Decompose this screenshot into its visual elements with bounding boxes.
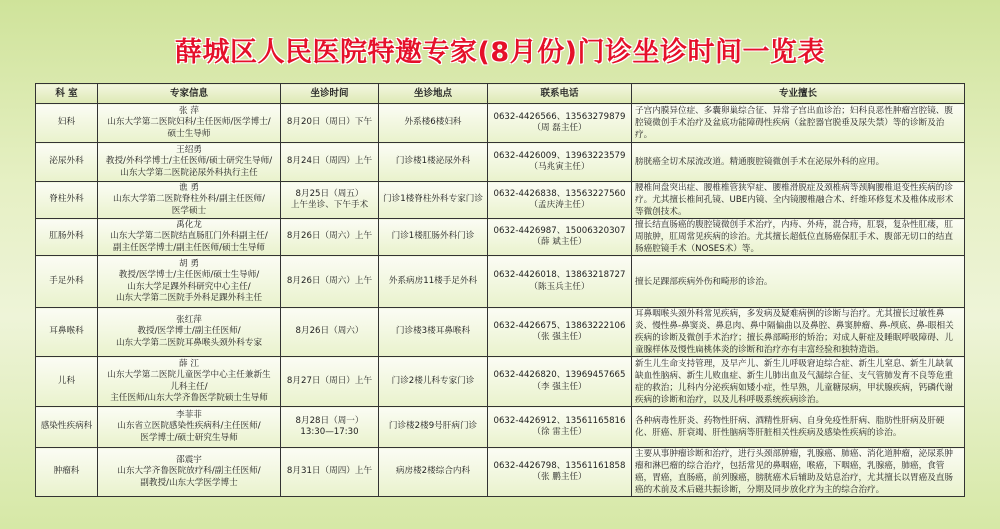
table-row bbox=[36, 104, 965, 143]
expert-title-line: 山东大学第二医院耳鼻喉头颈外科专家 bbox=[115, 337, 263, 348]
header-specialty: 专业擅长 bbox=[632, 84, 965, 104]
place-cell: 外系楼6楼妇科 bbox=[379, 104, 488, 143]
time-line: 8月28日（周一） bbox=[295, 415, 364, 426]
expert-title-line: 山东大学第二医院手外科足踝外科主任 bbox=[115, 293, 263, 303]
expert-name: 李菲菲 bbox=[176, 409, 202, 420]
specialty-cell: 膀胱癌全切术尿流改道。精通腹腔镜微创手术在泌尿外科的应用。 bbox=[632, 143, 965, 182]
specialty-cell: 新生儿生命支持管理，及早产儿、新生儿呼吸窘迫综合症、新生儿窒息、新生儿缺氧缺血性脑病、新生儿败血症、新生儿肺出血及气漏综合征、支气管肺发育不良等危重症的救治；儿科内分泌疾病如矮小症，性早熟，儿童糖尿病，甲状腺疾病，钙磷代谢疾病的诊断和治疗，以及儿科呼吸系统疾病诊治。 bbox=[632, 357, 965, 407]
place-cell: 门诊1楼脊柱外科专家门诊 bbox=[379, 182, 488, 219]
table-row bbox=[36, 308, 965, 357]
phone-number: 0632-4426018、13863218727 bbox=[493, 270, 626, 280]
dept-cell: 泌尿外科 bbox=[36, 143, 98, 182]
place-cell: 门诊楼3楼耳鼻喉科 bbox=[379, 308, 488, 357]
time-cell bbox=[281, 104, 379, 143]
specialty-cell: 擅长结直肠癌的腹腔镜微创手术治疗，内痔、外痔，混合痔，肛裂，复杂性肛瘘，肛周脓肿，肛周常见疾病的诊治。尤其擅长超低位直肠癌保肛手术、腹部无切口的结直肠癌腔镜手术（NOSES术）等。 bbox=[632, 219, 965, 256]
contact-person: （周 磊主任） bbox=[532, 123, 587, 133]
expert-cell bbox=[98, 104, 281, 143]
expert-title-line: 主任医师/山东大学齐鲁医学院硕士生导师 bbox=[110, 393, 268, 403]
time-cell bbox=[281, 407, 379, 448]
expert-title-line: 山东大学齐鲁医院放疗科/副主任医师/ bbox=[117, 466, 261, 477]
dept-cell: 妇科 bbox=[36, 104, 98, 143]
specialty-cell: 主要从事肿瘤诊断和治疗，进行头颈部肿瘤，乳腺癌、肺癌、消化道肿瘤，泌尿系肿瘤和淋巴瘤的综合治疗，包括常见的鼻咽癌，喉癌，下咽癌，乳腺癌，肺癌，食管癌，胃癌，直肠癌，前列腺癌，膀胱癌术后辅助及姑息治疗，尤其擅长以胃癌及直肠癌的术前及术后磁共振诊断，分期及同步放化疗为主的综合治疗。 bbox=[632, 448, 965, 497]
time-cell bbox=[281, 357, 379, 407]
dept-cell: 耳鼻喉科 bbox=[36, 308, 98, 357]
dept-cell: 肿瘤科 bbox=[36, 448, 98, 497]
phone-number: 0632-4426798、13561161858 bbox=[493, 460, 626, 471]
specialty-cell: 擅长足踝部疾病外伤和畸形的诊治。 bbox=[632, 256, 965, 308]
expert-title-line: 山东大学第二医院结直肠肛门外科副主任/ bbox=[110, 231, 268, 242]
expert-title-line: 副主任医学博士/副主任医师/硕士生导师 bbox=[113, 242, 265, 253]
phone-number: 0632-4426566、13563279879 bbox=[493, 111, 626, 122]
expert-title-line: 山东大学第二医院儿童医学中心主任兼新生 bbox=[107, 370, 271, 380]
expert-name: 薛 江 bbox=[179, 358, 199, 369]
dept-cell: 脊柱外科 bbox=[36, 182, 98, 219]
expert-title-line: 医学硕士 bbox=[171, 205, 207, 216]
phone-cell bbox=[488, 219, 632, 256]
phone-number: 0632-4426912、13561165816 bbox=[493, 415, 626, 426]
phone-number: 0632-4426987、15006320307 bbox=[493, 225, 626, 236]
page-title: 薛城区人民医院特邀专家(8月份)门诊坐诊时间一览表 bbox=[175, 37, 825, 68]
time-cell bbox=[281, 182, 379, 219]
place-cell: 门诊楼2楼9号肝病门诊 bbox=[379, 407, 488, 448]
table-row bbox=[36, 448, 965, 497]
phone-number: 0632-4426838、13563227560 bbox=[493, 188, 626, 199]
expert-title-line: 教授/医学博士/主任医师/硕士生导师/ bbox=[118, 270, 260, 280]
phone-cell bbox=[488, 256, 632, 308]
expert-title-line: 副教授/山东大学医学博士 bbox=[140, 477, 238, 488]
time-cell bbox=[281, 219, 379, 256]
place-cell: 门诊1楼肛肠外科门诊 bbox=[379, 219, 488, 256]
table-row bbox=[36, 219, 965, 256]
contact-person: （孟庆涛主任） bbox=[529, 200, 590, 210]
time-line: 8月31日（周四）上午 bbox=[286, 466, 373, 477]
header-place: 坐诊地点 bbox=[379, 84, 488, 104]
time-line: 8月25日（周五） bbox=[295, 188, 364, 199]
header-expert: 专家信息 bbox=[98, 84, 281, 104]
time-line: 8月26日（周六）上午 bbox=[286, 231, 373, 242]
place-cell: 外系病房11楼手足外科 bbox=[379, 256, 488, 308]
expert-title-line: 儿科主任/ bbox=[170, 381, 208, 392]
table-header-row bbox=[36, 84, 965, 104]
time-cell bbox=[281, 256, 379, 308]
phone-cell bbox=[488, 143, 632, 182]
expert-title-line: 硕士生导师 bbox=[167, 128, 211, 139]
phone-number: 0632-4426820、13969457665 bbox=[493, 370, 626, 380]
table-row bbox=[36, 407, 965, 448]
specialty-cell: 子宫内膜异位症、多囊卵巢综合征、异常子宫出血诊治；妇科良恶性肿瘤宫腔镜、腹腔镜微创手术治疗及盆底功能障碍性疾病（盆腔器官脱垂及尿失禁）等的诊断及治疗。 bbox=[632, 104, 965, 143]
expert-title-line: 山东省立医院感染性疾病科/主任医师/ bbox=[117, 421, 261, 432]
dept-cell: 肛肠外科 bbox=[36, 219, 98, 256]
dept-cell: 儿科 bbox=[36, 357, 98, 407]
time-line: 8月26日（周六）上午 bbox=[286, 275, 373, 286]
contact-person: （张 鹏主任） bbox=[532, 472, 587, 482]
table-row bbox=[36, 357, 965, 407]
time-line: 8月27日（周日）上午 bbox=[286, 375, 373, 386]
phone-cell bbox=[488, 448, 632, 497]
table-row bbox=[36, 256, 965, 308]
time-line: 8月24日（周四）上午 bbox=[286, 156, 373, 167]
expert-name: 胡 勇 bbox=[179, 258, 199, 269]
contact-person: （张 强主任） bbox=[532, 332, 587, 342]
place-cell: 病房楼2楼综合内科 bbox=[379, 448, 488, 497]
contact-person: （马兆寅主任） bbox=[529, 162, 590, 172]
time-cell bbox=[281, 308, 379, 357]
phone-cell bbox=[488, 104, 632, 143]
header-phone: 联系电话 bbox=[488, 84, 632, 104]
dept-cell: 感染性疾病科 bbox=[36, 407, 98, 448]
contact-person: （陈玉兵主任） bbox=[529, 281, 590, 292]
expert-title-line: 山东大学第二医院泌尿外科执行主任 bbox=[120, 167, 258, 178]
expert-title-line: 山东大学第二医院脊柱外科/副主任医师/ bbox=[113, 194, 265, 205]
phone-number: 0632-4426009、13963223579 bbox=[493, 150, 626, 161]
place-cell: 门诊2楼儿科专家门诊 bbox=[379, 357, 488, 407]
phone-cell bbox=[488, 407, 632, 448]
phone-cell bbox=[488, 357, 632, 407]
expert-title-line: 山东大学足踝外科研究中心主任/ bbox=[127, 281, 251, 292]
expert-cell bbox=[98, 448, 281, 497]
expert-name: 谯 勇 bbox=[179, 182, 199, 193]
contact-person: （薛 斌主任） bbox=[532, 237, 587, 247]
header-time: 坐诊时间 bbox=[281, 84, 379, 104]
time-line: 13:30—17:30 bbox=[300, 427, 359, 437]
expert-name: 张红萍 bbox=[176, 314, 202, 325]
time-line: 8月26日（周六） bbox=[295, 326, 364, 337]
table-row bbox=[36, 143, 965, 182]
phone-cell bbox=[488, 182, 632, 219]
specialty-cell: 耳鼻咽喉头颈外科常见疾病，多发病及疑难病例的诊断与治疗。尤其擅长过敏性鼻炎、慢性鼻-鼻窦炎、鼻息肉、鼻中隔偏曲以及鼻腔、鼻窦肿瘤、鼻-颅底、鼻-眼相关疾病的诊断及微创手术治疗；擅长鼻部畸形的矫治；对成人鼾症及睡眠呼吸障碍、儿童腺样体及慢性扁桃体炎的诊断和治疗亦有丰富经验和独特造诣。 bbox=[632, 308, 965, 357]
contact-person: （徐 雷主任） bbox=[532, 427, 587, 437]
expert-title-line: 山东大学第二医院妇科/主任医师/医学博士/ bbox=[107, 117, 271, 128]
contact-person: （李 强主任） bbox=[532, 381, 587, 392]
expert-cell bbox=[98, 143, 281, 182]
time-line: 上午坐诊、下午手术 bbox=[290, 200, 369, 210]
expert-title-line: 教授/医学博士/副主任医师/ bbox=[137, 326, 241, 337]
specialty-cell: 各种病毒性肝炎、药物性肝病、酒精性肝病、自身免疫性肝病、脂肪性肝病及肝硬化、肝癌、肝衰竭、肝性脑病等肝脏相关性疾病及感染性疾病的诊治。 bbox=[632, 407, 965, 448]
header-dept: 科 室 bbox=[36, 84, 98, 104]
time-cell bbox=[281, 448, 379, 497]
place-cell: 门诊楼1楼泌尿外科 bbox=[379, 143, 488, 182]
expert-cell bbox=[98, 219, 281, 256]
expert-name: 禹化龙 bbox=[176, 219, 202, 230]
phone-cell bbox=[488, 308, 632, 357]
expert-title-line: 教授/外科学博士/主任医师/硕士研究生导师/ bbox=[105, 156, 273, 167]
expert-cell bbox=[98, 256, 281, 308]
expert-cell bbox=[98, 407, 281, 448]
expert-cell bbox=[98, 308, 281, 357]
expert-name: 张 萍 bbox=[179, 105, 199, 116]
schedule-table bbox=[35, 83, 965, 497]
expert-name: 邵震宇 bbox=[176, 454, 202, 465]
table-row bbox=[36, 182, 965, 219]
specialty-cell: 腰椎间盘突出症、腰椎椎管狭窄症、腰椎滑脱症及颈椎病等颈胸腰椎退变性疾病的诊疗。尤其擅长椎间孔镜、UBE内镜、全内镜腰椎融合术、纤维环修复术及椎体成形术等微创技术。 bbox=[632, 182, 965, 219]
expert-cell bbox=[98, 357, 281, 407]
expert-name: 王绍勇 bbox=[176, 144, 202, 155]
time-line: 8月20日（周日）下午 bbox=[286, 117, 373, 128]
dept-cell: 手足外科 bbox=[36, 256, 98, 308]
time-cell bbox=[281, 143, 379, 182]
phone-number: 0632-4426675、13863222106 bbox=[493, 320, 626, 331]
expert-cell bbox=[98, 182, 281, 219]
expert-title-line: 医学博士/硕士研究生导师 bbox=[140, 432, 238, 443]
